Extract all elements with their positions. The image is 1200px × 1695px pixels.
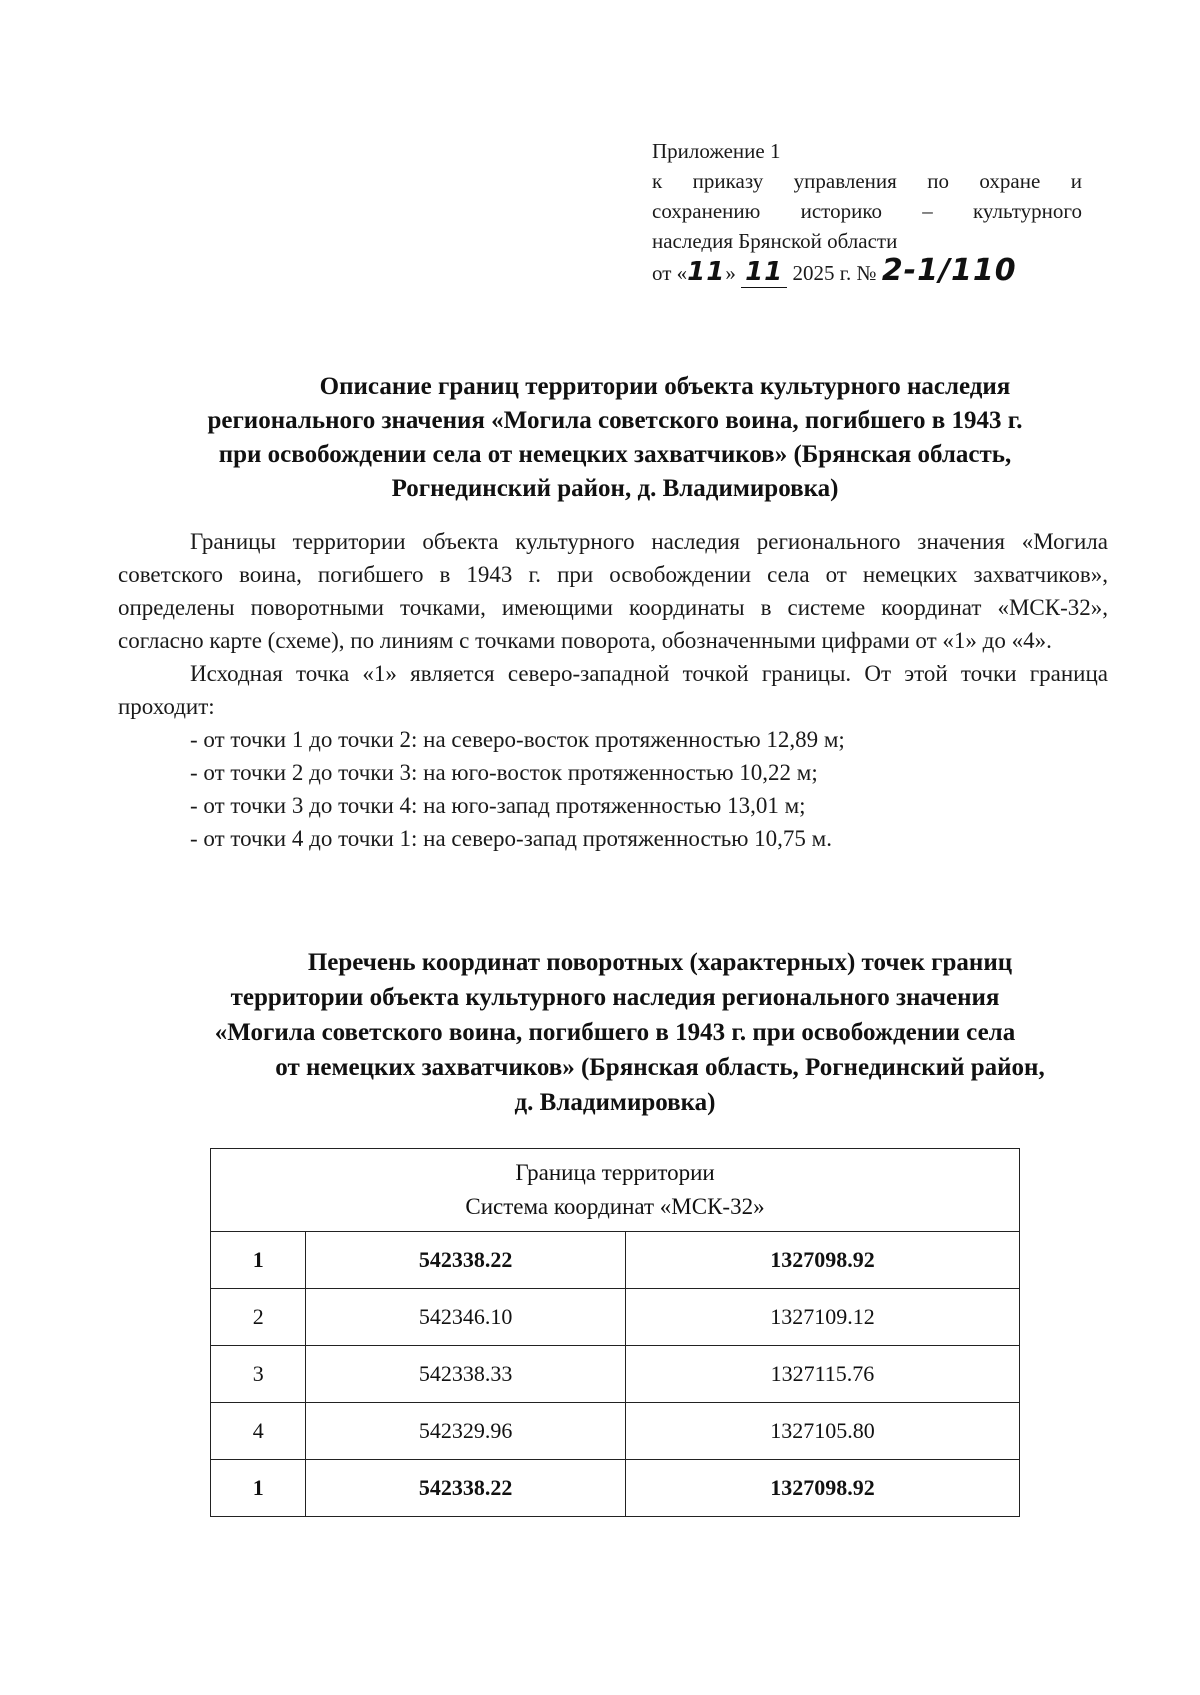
x-coordinate-cell: 542338.22	[306, 1460, 625, 1517]
point-number-cell: 1	[211, 1232, 306, 1289]
title-line-1: Описание границ территории объекта культурного наследия	[319, 373, 1011, 400]
point-number-cell: 2	[211, 1289, 306, 1346]
appendix-header	[652, 136, 1082, 288]
table-row	[211, 1346, 1020, 1403]
point-number-cell: 3	[211, 1346, 306, 1403]
list-title-line-3: «Могила советского воина, погибшего в 1943 г. при освобождении села	[214, 1019, 1016, 1046]
y-coordinate-cell: 1327105.80	[625, 1403, 1019, 1460]
appendix-date-line	[652, 253, 1082, 288]
segment-item: - от точки 3 до точки 4: на юго-запад протяженностью 13,01 м;	[190, 793, 806, 818]
date-prefix: от «	[652, 261, 688, 285]
table-header-cell	[211, 1149, 1020, 1232]
point-number-cell: 4	[211, 1403, 306, 1460]
y-coordinate-cell: 1327115.76	[625, 1346, 1019, 1403]
y-coordinate-cell: 1327098.92	[625, 1232, 1019, 1289]
list-title-line-1: Перечень координат поворотных (характерных) точек границ	[307, 949, 1013, 976]
point-number-cell: 1	[211, 1460, 306, 1517]
document-body	[118, 525, 1108, 855]
x-coordinate-cell: 542329.96	[306, 1403, 625, 1460]
handwritten-order-number: 2-1/110	[881, 253, 1017, 288]
table-row	[211, 1403, 1020, 1460]
y-coordinate-cell: 1327098.92	[625, 1460, 1019, 1517]
segment-item: - от точки 2 до точки 3: на юго-восток протяженностью 10,22 м;	[190, 760, 818, 785]
title-line-4: Рогнединский район, д. Владимировка)	[391, 475, 839, 502]
appendix-title: Приложение 1	[652, 139, 781, 163]
date-year-text: 2025 г. №	[792, 261, 877, 285]
table-header-row	[211, 1149, 1020, 1232]
table-row	[211, 1232, 1020, 1289]
segment-item: - от точки 4 до точки 1: на северо-запад протяженностью 10,75 м.	[190, 826, 832, 851]
title-line-3: при освобождении села от немецких захватчиков» (Брянская область,	[218, 441, 1012, 468]
list-title-line-4: от немецких захватчиков» (Брянская область, Рогнединский район,	[275, 1054, 1045, 1081]
title-line-2: регионального значения «Могила советского воина, погибшего в 1943 г.	[207, 407, 1023, 434]
list-title-line-2: территории объекта культурного наследия регионального значения	[230, 984, 1000, 1011]
table-row	[211, 1460, 1020, 1517]
appendix-line-1: к приказу управления по охране и	[652, 169, 1082, 193]
body-paragraph-1: Границы территории объекта культурного наследия регионального значения «Могила советского воина, погибшего в 1943 г. при освобождении села от немецких захватчиков», определены поворотными точками, имеющими координаты в системе координат «МСК-32», согласно карте (схеме), по линиям с точками поворота, обозначенными цифрами от «1» до «4».	[118, 529, 1108, 653]
coordinates-list-title	[150, 945, 1080, 1120]
boundary-segments-list	[118, 723, 1108, 855]
table-row	[211, 1289, 1020, 1346]
segment-item: - от точки 1 до точки 2: на северо-восток протяженностью 12,89 м;	[190, 727, 845, 752]
list-title-line-5: д. Владимировка)	[514, 1089, 716, 1116]
document-title	[140, 370, 1090, 506]
date-day-close: »	[725, 261, 736, 285]
x-coordinate-cell: 542346.10	[306, 1289, 625, 1346]
appendix-line-3: наследия Брянской области	[652, 229, 898, 253]
table-header-line-1: Граница территории	[515, 1160, 715, 1185]
coordinates-table	[210, 1148, 1020, 1517]
y-coordinate-cell: 1327109.12	[625, 1289, 1019, 1346]
handwritten-day: 11	[687, 257, 726, 287]
appendix-line-2: сохранению историко – культурного	[652, 199, 1082, 223]
x-coordinate-cell: 542338.22	[306, 1232, 625, 1289]
table-header-line-2: Система координат «МСК-32»	[465, 1194, 765, 1219]
x-coordinate-cell: 542338.33	[306, 1346, 625, 1403]
body-paragraph-2: Исходная точка «1» является северо-западной точкой границы. От этой точки граница проходит:	[118, 661, 1108, 719]
handwritten-month: 11	[741, 257, 787, 288]
